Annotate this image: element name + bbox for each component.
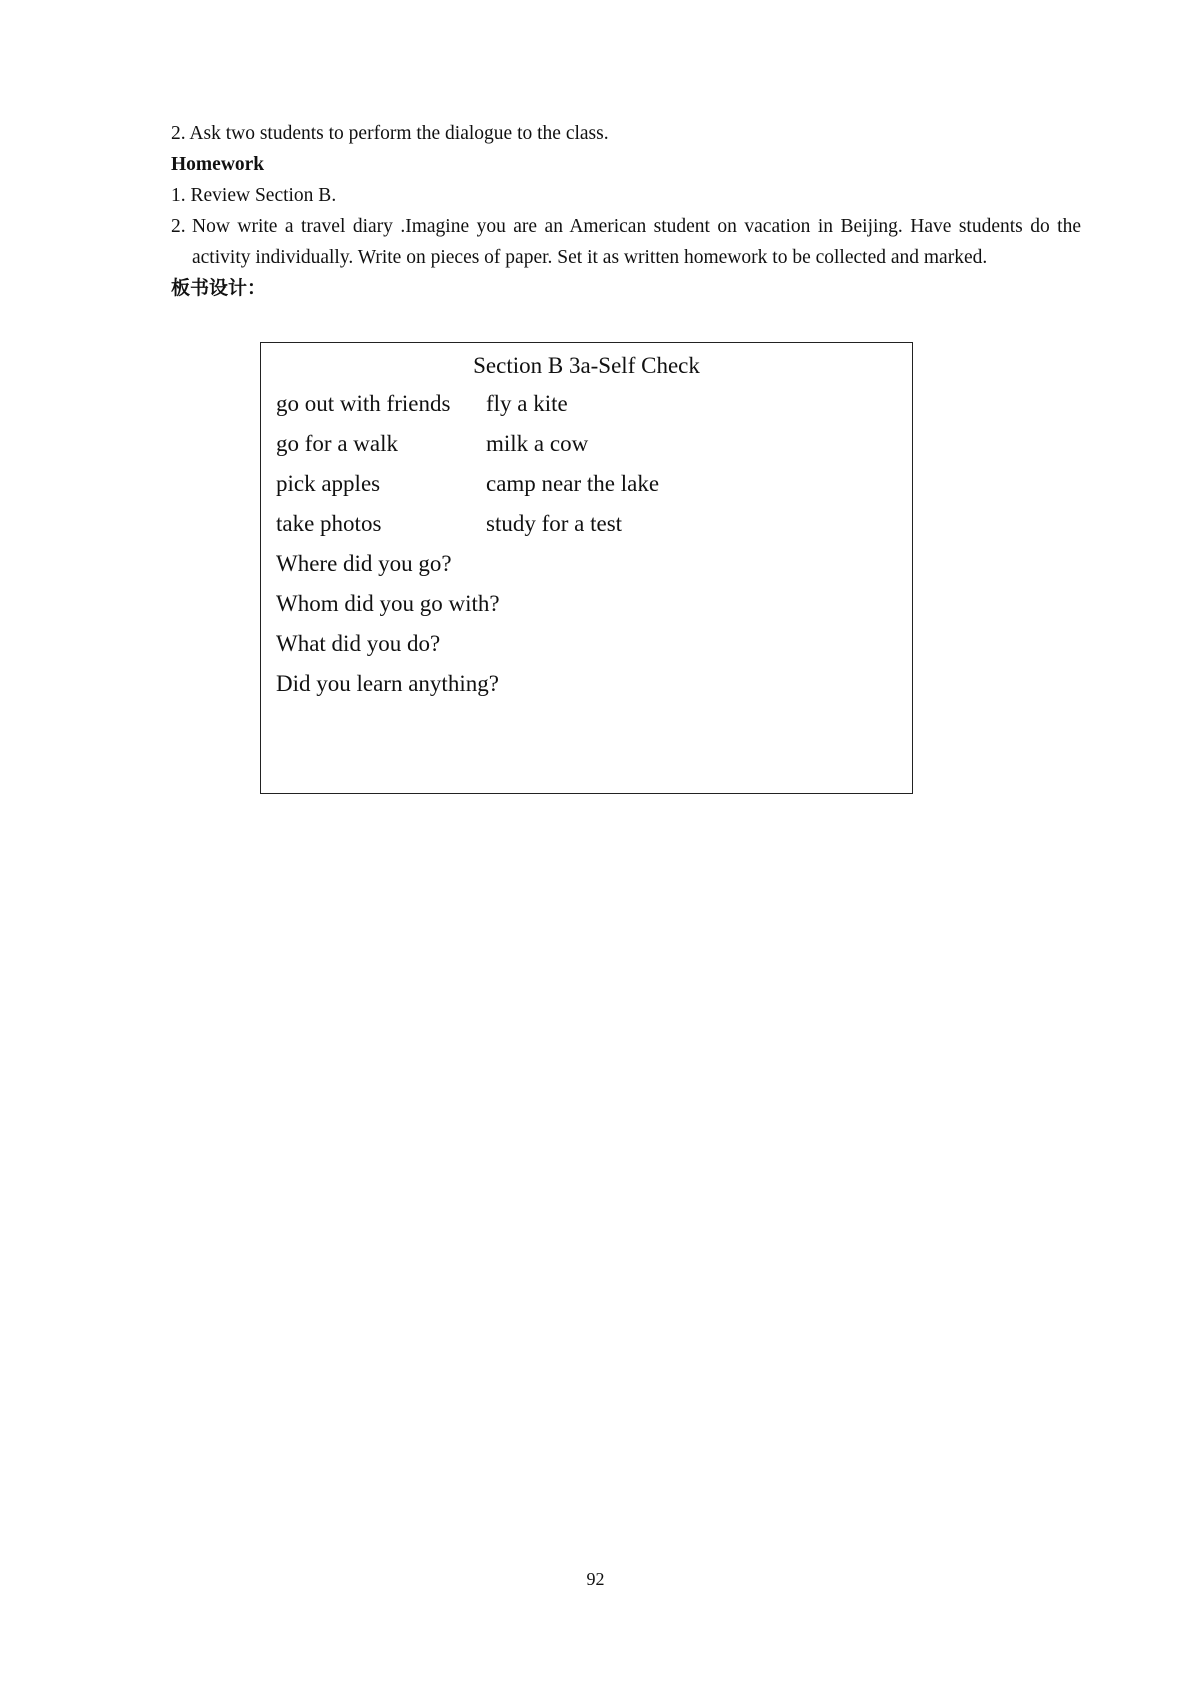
step-2-instruction: 2. Ask two students to perform the dialogue to the class. [171,123,609,144]
board-phrase-left: pick apples [276,471,381,496]
homework-heading: Homework [171,154,265,175]
homework-item-2-number: 2. [171,216,186,237]
board-phrase-row [276,429,896,459]
homework-item-1: 1. Review Section B. [171,185,337,206]
board-question: Whom did you go with? [276,591,500,616]
board-title: Section B 3a-Self Check [473,353,700,378]
board-phrase-left: take photos [276,511,382,536]
board-phrase-right: fly a kite [486,391,568,416]
board-phrase-row [276,389,896,419]
homework-item-2 [171,211,1081,273]
board-phrase-right: study for a test [486,511,623,536]
board-question: Where did you go? [276,551,452,576]
board-phrase-right: milk a cow [486,431,589,456]
board-question: What did you do? [276,631,441,656]
homework-item-2-text: Now write a travel diary .Imagine you are an American student on vacation in Beijing. Have students do the activity individually. Write on pieces of paper. Set it as written homework to be collected and marked. [192,216,1081,268]
page-number: 92 [586,1569,605,1589]
board-question: Did you learn anything? [276,671,499,696]
board-design-heading: 板书设计： [171,277,267,299]
lesson-text [171,118,1081,304]
board-phrase-left: go out with friends [276,391,451,416]
board-phrase-right: camp near the lake [486,471,660,496]
board-phrase-left: go for a walk [276,431,398,456]
board-phrase-row [276,509,896,539]
board-phrase-row [276,469,896,499]
blackboard-design-box [260,342,913,794]
